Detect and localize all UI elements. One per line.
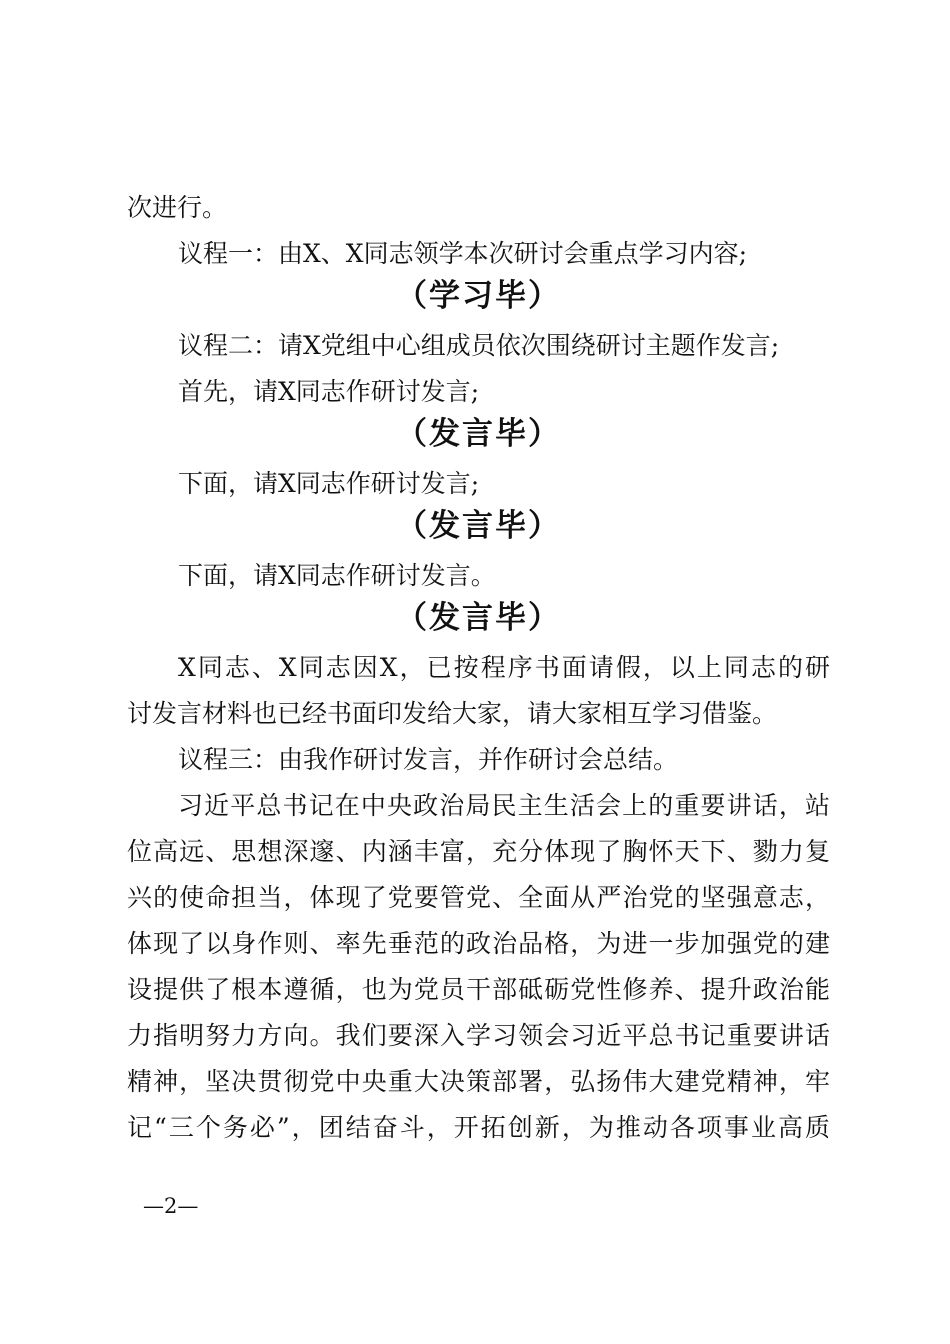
paragraph-line: 设提供了根本遵循，也为党员干部砥砺党性修养、提升政治能 [127,975,830,1004]
section-note: （发言毕） [396,508,561,544]
text-line: 下面，请X同志作研讨发言; [178,469,480,498]
section-note: （学习毕） [396,278,561,314]
text-line: 次进行。 [127,193,228,222]
paragraph-line: 精神，坚决贯彻党中央重大决策部署，弘扬伟大建党精神，牢 [127,1067,830,1096]
agenda-item-1: 议程一：由X、X同志领学本次研讨会重点学习内容; [178,239,748,268]
agenda-item-2: 议程二：请X党组中心组成员依次围绕研讨主题作发言; [178,331,780,360]
text-line: 下面，请X同志作研讨发言。 [178,561,496,590]
text-line: 首先，请X同志作研讨发言; [178,377,480,406]
section-note: （发言毕） [396,416,561,452]
paragraph-line: 记“三个务必”，团结奋斗，开拓创新，为推动各项事业高质 [127,1113,830,1142]
page-number: —2— [143,1194,199,1218]
section-note: （发言毕） [396,600,561,636]
paragraph-line: X同志、X同志因X，已按程序书面请假，以上同志的研 [178,653,830,682]
paragraph-line: 兴的使命担当，体现了党要管党、全面从严治党的坚强意志， [127,883,830,912]
paragraph-line: 位高远、思想深邃、内涵丰富，充分体现了胸怀天下、勠力复 [127,837,830,866]
paragraph-line: 力指明努力方向。我们要深入学习领会习近平总书记重要讲话 [127,1021,830,1050]
paragraph-line: 习近平总书记在中央政治局民主生活会上的重要讲话，站 [178,791,830,820]
paragraph-line: 体现了以身作则、率先垂范的政治品格，为进一步加强党的建 [127,929,830,958]
agenda-item-3: 议程三：由我作研讨发言，并作研讨会总结。 [178,745,679,774]
paragraph-line: 讨发言材料也已经书面印发给大家，请大家相互学习借鉴。 [127,699,778,728]
